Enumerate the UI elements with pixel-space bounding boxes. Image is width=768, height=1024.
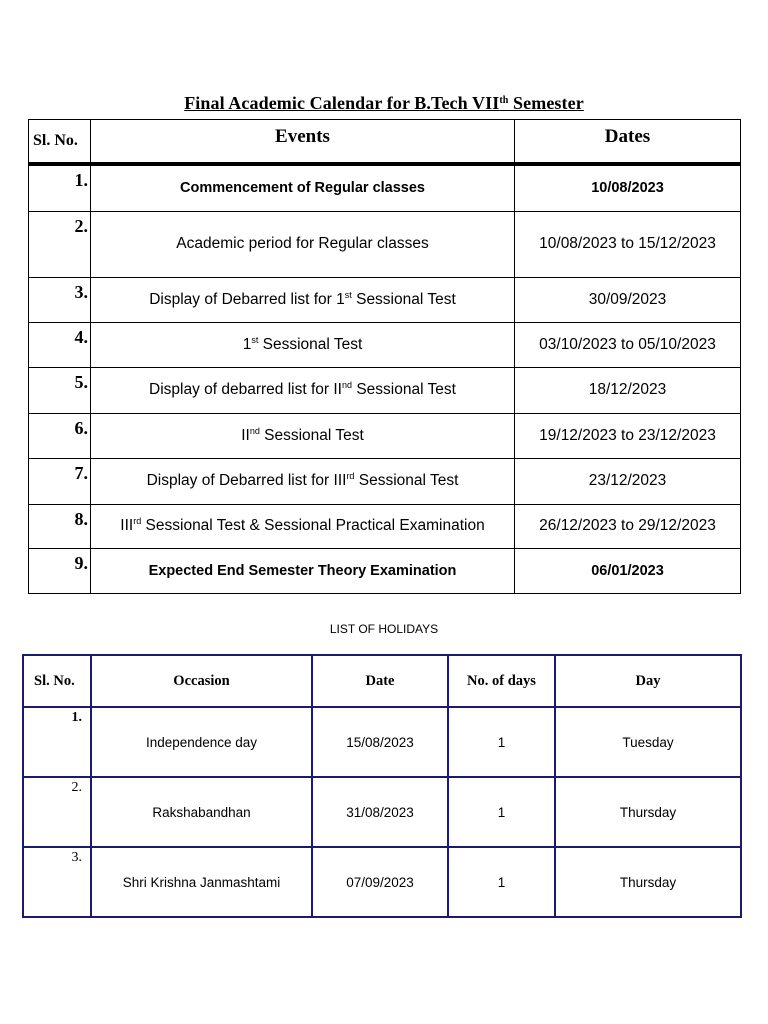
- date-cell: 23/12/2023: [515, 458, 741, 504]
- row-number: 3.: [29, 277, 91, 322]
- event-cell: Display of Debarred list for 1st Sessional Test: [91, 277, 515, 322]
- event-cell: Expected End Semester Theory Examination: [91, 548, 515, 593]
- table-row: [29, 322, 741, 367]
- row-number: 5.: [29, 367, 91, 413]
- row-number: 4.: [29, 322, 91, 367]
- table-row: [23, 777, 741, 847]
- event-cell: Academic period for Regular classes: [91, 211, 515, 277]
- event-cell: 1st Sessional Test: [91, 322, 515, 367]
- header-sl-no: Sl. No.: [23, 655, 91, 707]
- day-cell: Tuesday: [555, 707, 741, 777]
- row-number: 8.: [29, 504, 91, 548]
- date-cell: 15/08/2023: [312, 707, 448, 777]
- row-number: 9.: [29, 548, 91, 593]
- header-occasion: Occasion: [91, 655, 312, 707]
- row-number: 1.: [29, 164, 91, 211]
- page-title: Final Academic Calendar for B.Tech VIIth Semester: [184, 93, 584, 113]
- date-cell: 19/12/2023 to 23/12/2023: [515, 413, 741, 458]
- date-cell: 18/12/2023: [515, 367, 741, 413]
- holidays-table: [22, 654, 742, 918]
- table-row: [29, 211, 741, 277]
- days-cell: 1: [448, 777, 555, 847]
- academic-calendar-table: [28, 119, 741, 594]
- days-cell: 1: [448, 707, 555, 777]
- occasion-cell: Shri Krishna Janmashtami: [91, 847, 312, 917]
- table-row: [23, 707, 741, 777]
- date-cell: 26/12/2023 to 29/12/2023: [515, 504, 741, 548]
- table-header-row: [29, 120, 741, 165]
- table-row: [29, 164, 741, 211]
- row-number: 7.: [29, 458, 91, 504]
- holidays-caption: LIST OF HOLIDAYS: [329, 622, 439, 636]
- date-cell: 10/08/2023 to 15/12/2023: [515, 211, 741, 277]
- event-cell: IInd Sessional Test: [91, 413, 515, 458]
- table-header-row: [23, 655, 741, 707]
- header-sl-no: Sl. No.: [29, 120, 91, 165]
- table-row: [29, 277, 741, 322]
- table-row: [29, 367, 741, 413]
- date-cell: 06/01/2023: [515, 548, 741, 593]
- row-number: 1.: [23, 707, 91, 777]
- row-number: 3.: [23, 847, 91, 917]
- event-cell: Display of debarred list for IInd Sessional Test: [91, 367, 515, 413]
- days-cell: 1: [448, 847, 555, 917]
- date-cell: 31/08/2023: [312, 777, 448, 847]
- table-row: [23, 847, 741, 917]
- date-cell: 30/09/2023: [515, 277, 741, 322]
- row-number: 2.: [29, 211, 91, 277]
- table-row: [29, 548, 741, 593]
- date-cell: 10/08/2023: [515, 164, 741, 211]
- day-cell: Thursday: [555, 777, 741, 847]
- event-cell: Commencement of Regular classes: [91, 164, 515, 211]
- header-dates: Dates: [515, 120, 741, 165]
- header-date: Date: [312, 655, 448, 707]
- date-cell: 03/10/2023 to 05/10/2023: [515, 322, 741, 367]
- event-cell: IIIrd Sessional Test & Sessional Practical Examination: [91, 504, 515, 548]
- day-cell: Thursday: [555, 847, 741, 917]
- event-cell: Display of Debarred list for IIIrd Sessional Test: [91, 458, 515, 504]
- header-no-of-days: No. of days: [448, 655, 555, 707]
- row-number: 6.: [29, 413, 91, 458]
- header-events: Events: [91, 120, 515, 165]
- occasion-cell: Rakshabandhan: [91, 777, 312, 847]
- row-number: 2.: [23, 777, 91, 847]
- header-day: Day: [555, 655, 741, 707]
- date-cell: 07/09/2023: [312, 847, 448, 917]
- table-row: [29, 413, 741, 458]
- table-row: [29, 504, 741, 548]
- table-row: [29, 458, 741, 504]
- occasion-cell: Independence day: [91, 707, 312, 777]
